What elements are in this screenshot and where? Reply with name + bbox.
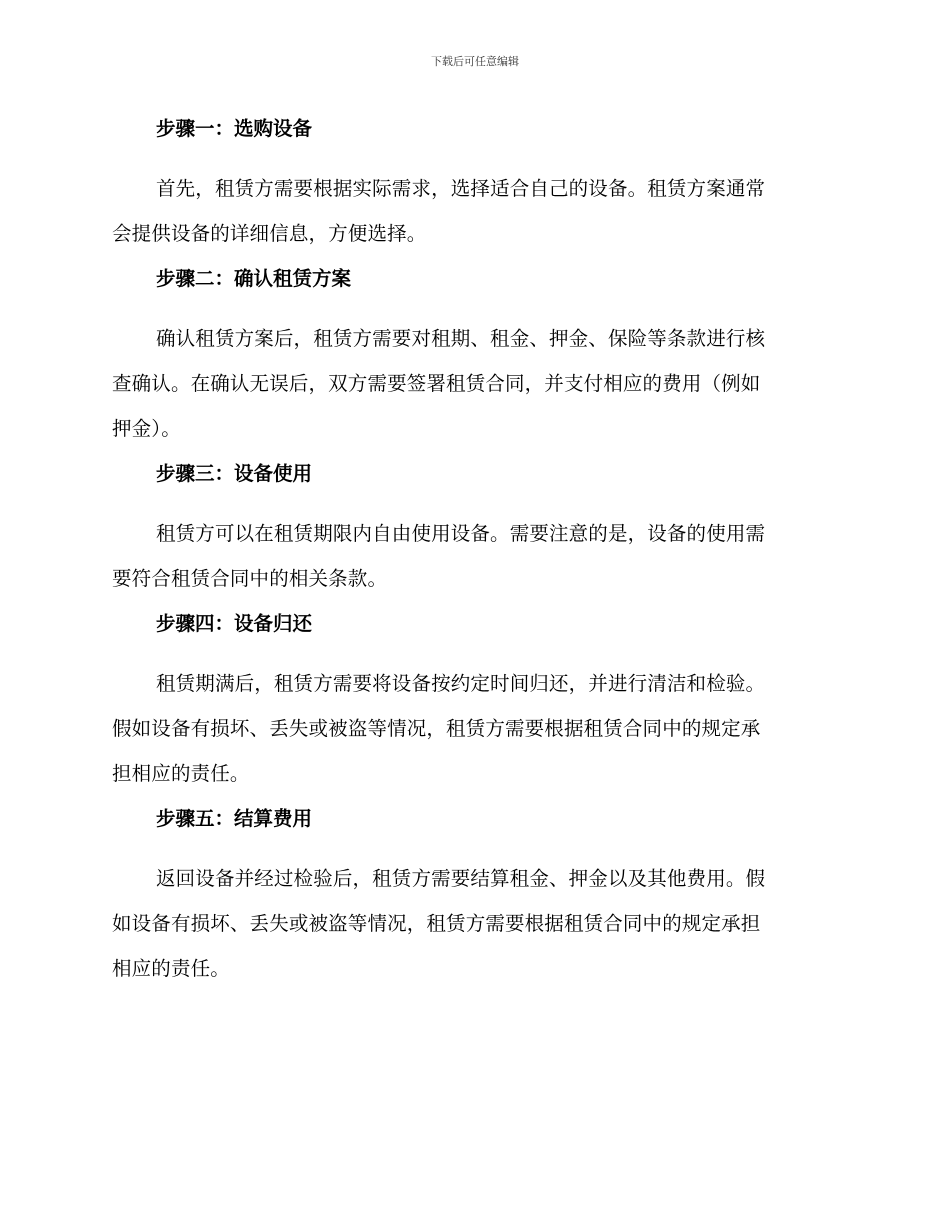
paragraph-line: 如设备有损坏、丢失或被盗等情况，租赁方需要根据租赁合同中的规定承担 <box>112 912 761 935</box>
document-body <box>112 112 830 997</box>
section-step-1 <box>112 112 830 256</box>
paragraph-line: 首先，租赁方需要根据实际需求，选择适合自己的设备。租赁方案通常 <box>156 177 766 200</box>
paragraph-line: 担相应的责任。 <box>112 762 250 785</box>
paragraph-line: 要符合租赁合同中的相关条款。 <box>112 567 388 590</box>
section-heading: 步骤五：结算费用 <box>156 807 313 830</box>
paragraph-line: 租赁方可以在租赁期限内自由使用设备。需要注意的是，设备的使用需 <box>156 522 766 545</box>
section-paragraph <box>112 511 830 601</box>
paragraph-line: 确认租赁方案后，租赁方需要对租期、租金、押金、保险等条款进行核 <box>156 327 766 350</box>
paragraph-line: 会提供设备的详细信息，方便选择。 <box>112 222 427 245</box>
section-step-4 <box>112 607 830 796</box>
paragraph-line: 租赁期满后，租赁方需要将设备按约定时间归还，并进行清洁和检验。 <box>156 672 766 695</box>
section-paragraph <box>112 661 830 796</box>
paragraph-line: 押金）。 <box>112 417 181 440</box>
section-heading: 步骤二：确认租赁方案 <box>156 267 352 290</box>
section-step-2 <box>112 262 830 451</box>
section-heading: 步骤一：选购设备 <box>156 117 313 140</box>
paragraph-line: 查确认。在确认无误后，双方需要签署租赁合同，并支付相应的费用（例如 <box>112 372 761 395</box>
paragraph-line: 相应的责任。 <box>112 957 230 980</box>
section-step-3 <box>112 457 830 601</box>
section-step-5 <box>112 802 830 991</box>
section-paragraph <box>112 316 830 451</box>
section-paragraph <box>112 166 830 256</box>
paragraph-line: 假如设备有损坏、丢失或被盗等情况，租赁方需要根据租赁合同中的规定承 <box>112 717 761 740</box>
section-heading: 步骤三：设备使用 <box>156 462 313 485</box>
section-heading: 步骤四：设备归还 <box>156 612 313 635</box>
page-header: 下载后可任意编辑 <box>431 55 519 68</box>
paragraph-line: 返回设备并经过检验后，租赁方需要结算租金、押金以及其他费用。假 <box>156 867 766 890</box>
section-paragraph <box>112 856 830 991</box>
